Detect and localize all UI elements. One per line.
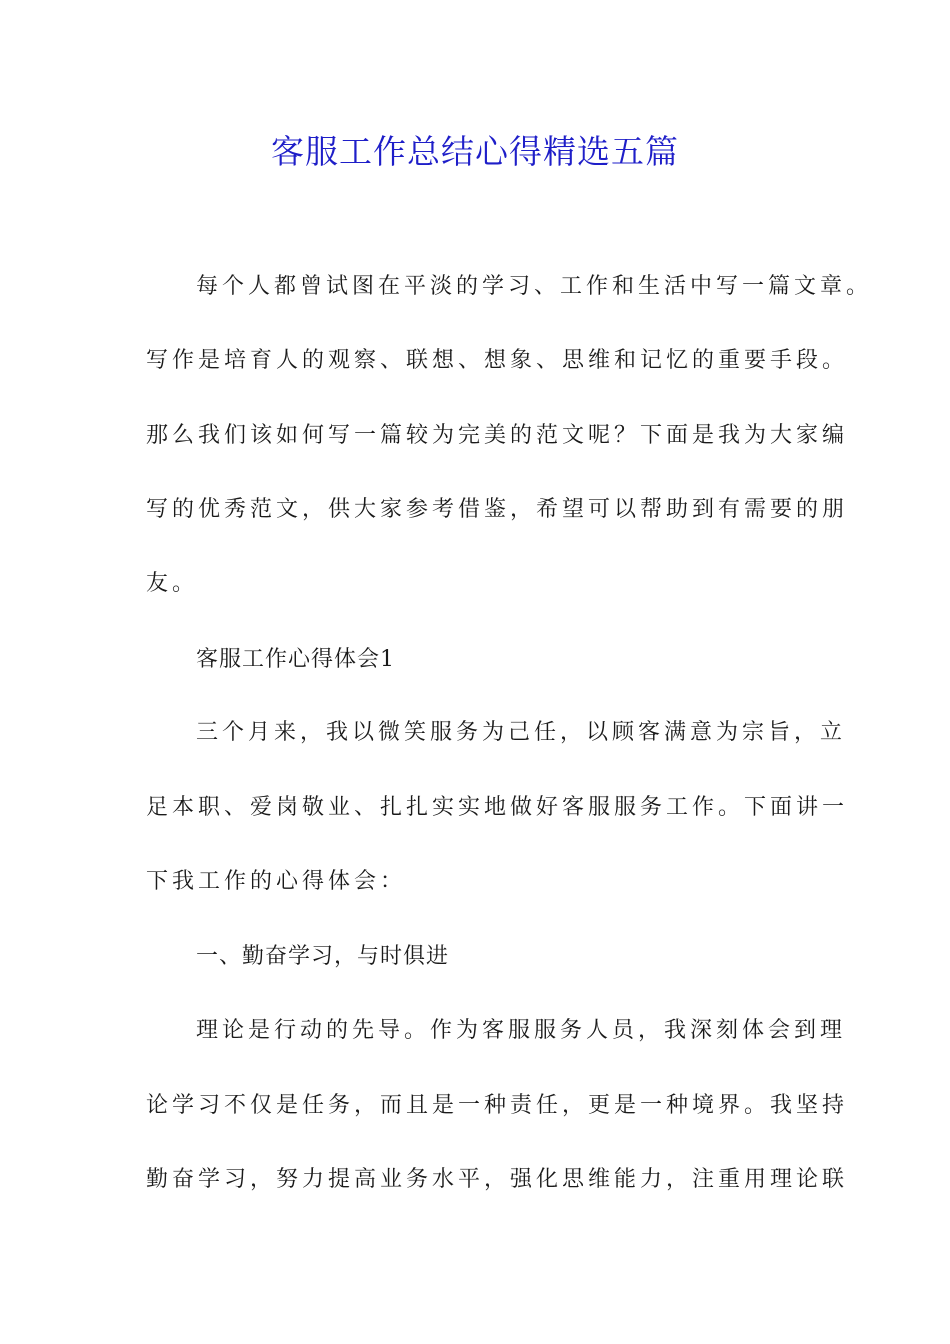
- paragraph-line: 写作是培育人的观察、联想、想象、思维和记忆的重要手段。: [146, 348, 849, 373]
- paragraph-line: 理论是行动的先导。作为客服服务人员，我深刻体会到理: [196, 1018, 847, 1043]
- paragraph-line: 那么我们该如何写一篇较为完美的范文呢？下面是我为大家编: [146, 423, 849, 448]
- paragraph-line: 论学习不仅是任务，而且是一种责任，更是一种境界。我坚持: [146, 1093, 849, 1118]
- subsection-heading: 一、勤奋学习，与时俱进: [196, 944, 450, 969]
- paragraph-line: 下我工作的心得体会：: [146, 869, 407, 894]
- paragraph-line: 三个月来，我以微笑服务为己任，以顾客满意为宗旨，立: [196, 720, 847, 745]
- document-title: 客服工作总结心得精选五篇: [271, 132, 679, 171]
- paragraph-line: 勤奋学习，努力提高业务水平，强化思维能力，注重用理论联: [146, 1167, 849, 1192]
- paragraph-line: 足本职、爱岗敬业、扎扎实实地做好客服服务工作。下面讲一: [146, 795, 849, 820]
- paragraph-line: 每个人都曾试图在平淡的学习、工作和生活中写一篇文章。: [196, 274, 873, 299]
- paragraph-line: 写的优秀范文，供大家参考借鉴，希望可以帮助到有需要的朋: [146, 497, 849, 522]
- section-heading: 客服工作心得体会1: [196, 647, 395, 672]
- paragraph-line: 友。: [146, 571, 199, 596]
